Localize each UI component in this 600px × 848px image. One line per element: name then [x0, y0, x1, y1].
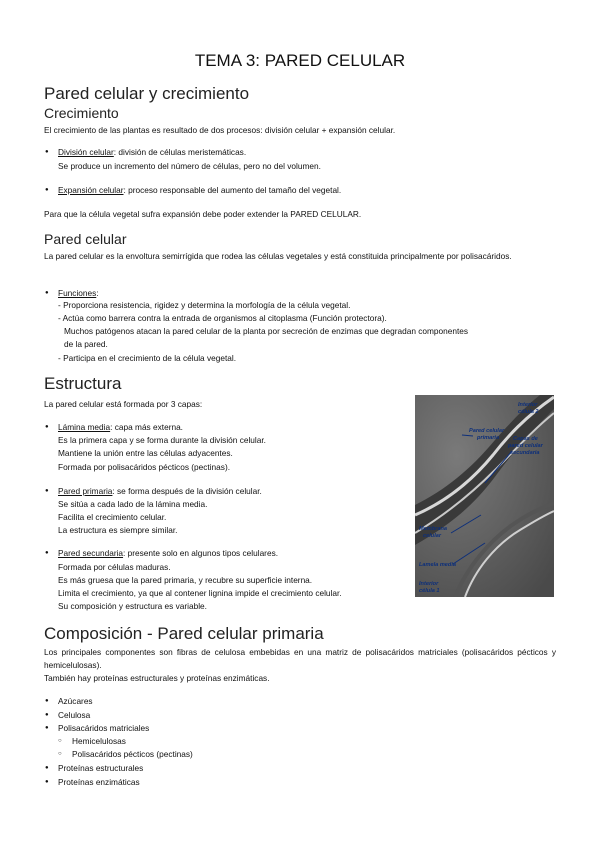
cell-wall-micrograph [415, 395, 554, 597]
document-title: TEMA 3: PARED CELULAR [194, 51, 406, 70]
lamina-media-b: Mantiene la unión entre las células adyacentes. [58, 448, 233, 458]
pared-celular-paragraph: La pared celular es la envoltura semirrígida que rodea las células vegetales y está constituida principalmente por polisacáridos. [44, 251, 512, 261]
bullet-icon: ● [45, 712, 49, 718]
term-funciones: Funciones [58, 288, 97, 298]
term-description: : proceso responsable del aumento del tamaño del vegetal. [123, 185, 342, 195]
pared-secundaria-a: Formada por células maduras. [58, 562, 171, 572]
composicion-paragraph-2: También hay proteínas estructurales y proteínas enzimáticas. [44, 673, 270, 683]
bullet-icon: ● [45, 550, 49, 556]
list-subitem-pectinas: Polisacáridos pécticos (pectinas) [72, 749, 193, 759]
division-detail: Se produce un incremento del número de células, pero no del volumen. [58, 161, 321, 171]
bullet-icon: ● [45, 765, 49, 771]
list-item-division [58, 146, 246, 159]
bullet-icon: ● [45, 779, 49, 785]
term-description: : presente solo en algunos tipos celulares. [123, 548, 279, 558]
figure-label-membrana-b: celular [423, 533, 442, 539]
term-expansion-celular: Expansión celular [58, 185, 124, 195]
section-heading-estructura: Estructura [44, 374, 122, 393]
pared-secundaria-c: Limita el crecimiento, ya que al contener lignina impide el crecimiento celular. [58, 588, 342, 598]
list-item-polisacaridos: Polisacáridos matriciales [58, 723, 150, 733]
figure-label-capas-a: Capas de [513, 436, 538, 442]
composicion-paragraph: Los principales componentes son fibras de celulosa embebidas en una matriz de polisacáridos matriciales (polisacáridos pécticos y hemicelulosas). [44, 647, 556, 670]
figure-label-interior-2b: célula 2 [518, 409, 539, 415]
term-colon: : [96, 288, 99, 298]
figure-label-interior-1a: Interior [419, 581, 439, 587]
list-item-pared-primaria [58, 485, 262, 498]
bullet-icon: ● [45, 187, 49, 193]
crecimiento-outro: Para que la célula vegetal sufra expansión debe poder extender la PARED CELULAR. [44, 209, 362, 219]
subheading-crecimiento: Crecimiento [44, 105, 119, 121]
list-subitem-hemicelulosas: Hemicelulosas [72, 736, 126, 746]
term-lamina-media: Lámina media [58, 422, 111, 432]
term-division-celular: División celular [58, 147, 114, 157]
list-item-lamina-media [58, 421, 183, 434]
bullet-icon: ● [45, 290, 49, 296]
funcion-2: - Actúa como barrera contra la entrada de organismos al citoplasma (Función protectora). [58, 313, 387, 323]
list-item-celulosa: Celulosa [58, 710, 91, 720]
list-item-proteinas-estructurales: Proteínas estructurales [58, 763, 144, 773]
figure-label-interior-1b: célula 1 [419, 588, 440, 594]
crecimiento-intro: El crecimiento de las plantas es resultado de dos procesos: división celular + expansión celular. [44, 125, 396, 135]
term-pared-primaria: Pared primaria [58, 486, 113, 496]
figure-label-pared-primaria-a: Pared celular [469, 428, 505, 434]
figure-label-capas-b: pared celular [508, 443, 543, 449]
pared-primaria-b: Facilita el crecimiento celular. [58, 512, 167, 522]
term-pared-secundaria: Pared secundaria [58, 548, 124, 558]
pared-primaria-a: Se sitúa a cada lado de la lámina media. [58, 499, 208, 509]
hollow-bullet-icon: ○ [58, 738, 62, 744]
list-item-pared-secundaria [58, 547, 278, 560]
figure-label-pared-primaria-b: primaria [477, 435, 500, 441]
estructura-intro: La pared celular está formada por 3 capas: [44, 399, 203, 409]
term-description: : capa más externa. [110, 422, 183, 432]
pared-primaria-c: La estructura es siempre similar. [58, 525, 178, 535]
bullet-icon: ● [45, 488, 49, 494]
bullet-icon: ● [45, 149, 49, 155]
term-description: : se forma después de la división celular. [112, 486, 262, 496]
figure-label-lamela: Lamela media [419, 562, 456, 568]
hollow-bullet-icon: ○ [58, 751, 62, 757]
lamina-media-a: Es la primera capa y se forma durante la división celular. [58, 435, 266, 445]
bullet-icon: ● [45, 725, 49, 731]
term-description: : división de células meristemáticas. [113, 147, 247, 157]
list-item-expansion [58, 184, 341, 197]
funcion-2-detail-cont: de la pared. [64, 339, 108, 349]
funcion-1: - Proporciona resistencia, rigidez y determina la morfología de la célula vegetal. [58, 300, 351, 310]
figure-label-interior-2a: Interior [518, 402, 538, 408]
section-heading-pared-crecimiento: Pared celular y crecimiento [44, 84, 250, 103]
lamina-media-c: Formada por polisacáridos pécticos (pectinas). [58, 462, 231, 472]
bullet-icon: ● [45, 424, 49, 430]
funcion-2-detail: Muchos patógenos atacan la pared celular de la planta por secreción de enzimas que degradan componentes [64, 326, 469, 336]
figure-label-membrana-a: Membrana [419, 526, 447, 532]
list-item-azucares: Azúcares [58, 696, 93, 706]
pared-secundaria-d: Su composición y estructura es variable. [58, 601, 207, 611]
list-item-proteinas-enzimaticas: Proteínas enzimáticas [58, 777, 140, 787]
bullet-icon: ● [45, 698, 49, 704]
section-heading-composicion: Composición - Pared celular primaria [44, 624, 324, 643]
pared-secundaria-b: Es más gruesa que la pared primaria, y recubre su superficie interna. [58, 575, 313, 585]
section-heading-pared-celular: Pared celular [44, 231, 127, 247]
funcion-3: - Participa en el crecimiento de la célula vegetal. [58, 353, 237, 363]
figure-label-capas-c: secundaria [510, 450, 540, 456]
